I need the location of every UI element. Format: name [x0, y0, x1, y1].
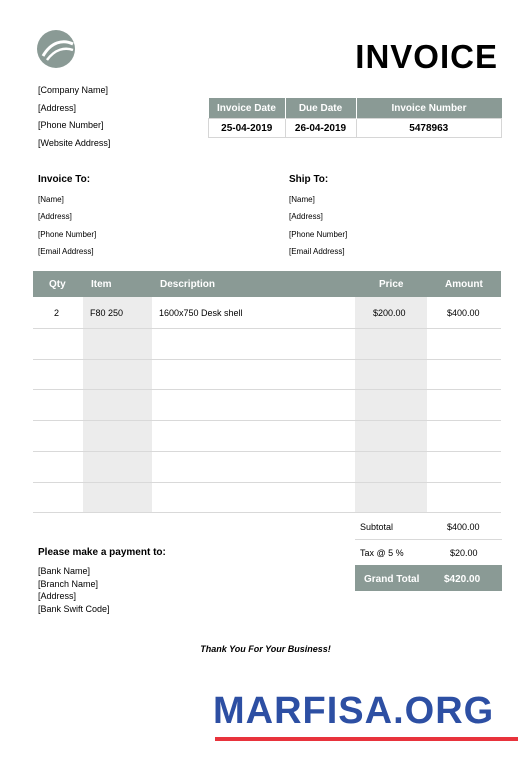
company-logo [37, 30, 75, 68]
invoice-to-address-line: [Address] [38, 212, 72, 222]
grand-total-value: $420.00 [444, 574, 481, 585]
company-address: [Address] [38, 102, 77, 113]
bank-address: [Address] [38, 591, 77, 601]
description-header: Description [160, 279, 216, 290]
payment-label: Please make a payment to: [38, 547, 166, 558]
row-divider [33, 389, 501, 390]
row1-qty: 2 [54, 308, 60, 318]
row1-description: 1600x750 Desk shell [159, 308, 243, 318]
amount-header: Amount [445, 279, 483, 290]
price-column-shade [355, 297, 427, 513]
invoice-number-header: Invoice Number [356, 98, 502, 119]
due-date-value: 26-04-2019 [285, 119, 356, 138]
invoice-meta-table [208, 98, 502, 138]
subtotal-value: $400.00 [447, 522, 480, 532]
tax-row [355, 539, 502, 565]
price-header: Price [379, 279, 404, 290]
branch-name: [Branch Name] [38, 578, 99, 589]
payment-details [38, 565, 110, 615]
invoice-to-name: [Name] [38, 195, 64, 204]
ship-to-address-line: [Address] [289, 212, 323, 222]
company-phone: [Phone Number] [38, 120, 104, 130]
row1-price: $200.00 [373, 308, 406, 318]
item-header: Item [91, 279, 112, 290]
grand-total-row [355, 565, 502, 591]
ship-to-phone: [Phone Number] [289, 229, 348, 239]
company-name: [Company Name] [38, 85, 109, 95]
watermark-logo: MARFISA.ORG [213, 690, 495, 732]
qty-header: Qty [49, 279, 66, 290]
invoice-date-value: 25-04-2019 [209, 119, 286, 138]
invoice-to-email: [Email Address] [38, 246, 94, 256]
invoice-date-header: Invoice Date [209, 98, 286, 119]
bank-swift-code: [Bank Swift Code] [38, 603, 110, 614]
row1-amount: $400.00 [447, 308, 480, 318]
invoice-to-label: Invoice To: [38, 174, 91, 185]
row-divider [33, 420, 501, 421]
bank-name: [Bank Name] [38, 566, 91, 576]
items-header [33, 271, 501, 297]
invoice-to-address [38, 191, 96, 260]
row-divider [33, 451, 501, 452]
ship-to-name: [Name] [289, 195, 315, 204]
invoice-title: INVOICE [355, 38, 498, 75]
company-website: [Website Address] [38, 137, 111, 148]
subtotal-row [355, 513, 502, 539]
grand-total-label: Grand Total [364, 574, 420, 585]
watermark-underline [215, 737, 518, 741]
ship-to-label: Ship To: [289, 174, 329, 185]
row-divider [33, 328, 501, 329]
ship-to-address [289, 191, 347, 260]
row-divider [33, 359, 501, 360]
ship-to-email: [Email Address] [289, 246, 345, 256]
tax-value: $20.00 [450, 548, 478, 558]
due-date-header: Due Date [285, 98, 356, 119]
item-column-shade [83, 297, 152, 513]
company-info [38, 82, 110, 152]
invoice-to-phone: [Phone Number] [38, 229, 97, 239]
swoosh-icon [37, 30, 75, 68]
invoice-number-value: 5478963 [356, 119, 502, 138]
tax-label: Tax @ 5 % [360, 548, 404, 558]
subtotal-label: Subtotal [360, 522, 394, 532]
thank-you-note: Thank You For Your Business! [200, 644, 331, 654]
row1-item: F80 250 [90, 308, 124, 318]
row-divider [33, 482, 501, 483]
